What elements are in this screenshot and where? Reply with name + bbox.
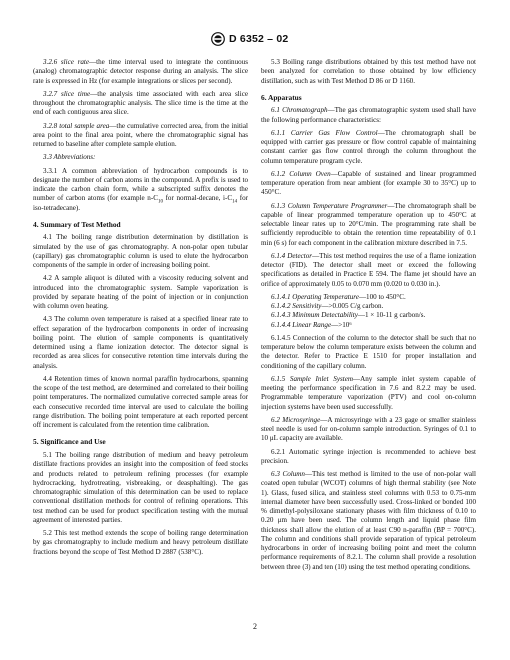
standard-designation: D 6352 – 02 — [229, 33, 289, 45]
left-column — [33, 58, 248, 561]
paragraph-3-3-1: 3.3.1 A common abbreviation of hydrocarbon compounds is to designate the number of carbon atoms in the compound. A prefix is used to indicate the carbon chain form, while a subscripted suffix denotes the number of carbon atoms (for example $n-C_{10}$ for normal-decane, $i-C_{14}$ for iso-tetradecane). — [33, 166, 248, 212]
paragraph-4-3: 4.3 The column oven temperature is raised at a specified linear rate to effect separation of the hydrocarbon components in order of increasing boiling point. The elution of sample components is quantitatively determined using a flame ionization detector. The detector signal is recorded as area slices for consecutive retention time intervals during the analysis. — [33, 315, 248, 370]
paragraph-6-2-1: 6.2.1 Automatic syringe injection is recommended to achieve best precision. — [261, 447, 476, 465]
paragraph-6-2: 6.2 Microsyringe—A microsyringe with a 23 gage or smaller stainless steel needle is used for on-column sample introduction. Syringes of 0.1 to 10 μL capacity are available. — [261, 415, 476, 443]
paragraph-5-2: 5.2 This test method extends the scope of boiling range determination by gas chromatography to include medium and heavy petroleum distillate fractions beyond the scope of Test Method D 2887 (538°C). — [33, 529, 248, 556]
section-heading-6: 6. Apparatus — [261, 92, 302, 102]
paragraph-6-1-4-1: 6.1.4.1 Operating Temperature—100 to 450°C. — [271, 292, 406, 301]
paragraph-4-2: 4.2 A sample aliquot is diluted with a viscosity reducing solvent and introduced into the chromatographic system. Sample vaporization is provided by separate heating of the point of injection or in conjunction with column oven heating. — [33, 274, 248, 311]
paragraph-6-1-4-5: 6.1.4.5 Connection of the column to the detector shall be such that no temperature below the column temperature exists between the column and the detector. Refer to Practice E 1510 for proper installation and conditioning of the capillary column. — [261, 333, 476, 370]
page-number: 2 — [253, 622, 257, 631]
paragraph-6-1-4-3: 6.1.4.3 Minimum Detectability—1 × 10-11 g carbon/s. — [271, 311, 426, 320]
astm-logo-icon — [211, 32, 225, 46]
paragraph-5-3: 5.3 Boiling range distributions obtained by this test method have not been analyzed for correlation to those obtained by low efficiency distillation, such as with Test Method D 86 or D 1160. — [261, 58, 476, 85]
right-column — [261, 58, 476, 576]
paragraph-6-3: 6.3 Column—This test method is limited to the use of non-polar wall coated open tubular (WCOT) columns of high thermal stability (see Note 1). Glass, fused silica, and stainless steel columns with 0.53 to 0.75-mm internal diameter have been successfully used. Cross-linked or bonded 100 % dimethyl-polysiloxane stationary phases with film thickness of 0.10 to 0.20 μm have been used. The column length and liquid phase film thickness shall allow the elution of at least C90 n-paraffin (BP = 700°C). The column and conditions shall provide separation of typical petroleum hydrocarbons in order of increasing boiling point and meet the column performance requirements of 8.2.1. The column shall provide a resolution between three (3) and ten (10) using the test method operating conditions. — [261, 470, 476, 571]
paragraph-6-1-2: 6.1.2 Column Oven—Capable of sustained and linear programmed temperature operation from near ambient (for example 30 to 35°C) up to 450°C. — [261, 169, 476, 197]
paragraph-4-4: 4.4 Retention times of known normal paraffin hydrocarbons, spanning the scope of the test method, are determined and correlated to their boiling point temperatures. The normalized cumulative corrected sample areas for each consecutive recorded time interval are used to calculate the boiling range distribution. The boiling point temperature at each reported percent off increment is calculated from the retention time calibration. — [33, 374, 248, 430]
paragraph-3-2-7: 3.2.7 slice time—the analysis time associated with each area slice throughout the chromatographic analysis. The slice time is the time at the end of each contiguous area slice. — [33, 89, 248, 117]
paragraph-6-1-1: 6.1.1 Carrier Gas Flow Control—The chromatograph shall be equipped with carrier gas pressure or flow control capable of maintaining constant carrier gas flow control through the column throughout the column temperature program cycle. — [261, 128, 476, 165]
section-heading-5: 5. Significance and Use — [33, 437, 106, 447]
paragraph-6-1-4: 6.1.4 Detector—This test method requires the use of a flame ionization detector (FID). The detector shall meet or exceed the following specifications as detailed in Practice E 594. The flame jet should have an orifice of approximately 0.05 to 0.070 mm (0.020 to 0.030 in.). — [261, 251, 477, 288]
paragraph-5-1: 5.1 The boiling range distribution of medium and heavy petroleum distillate fractions provides an insight into the composition of feed stocks and products related to petroleum refining processes (for example hydrocracking, hydrotreating, visbreaking, or deasphalting). The gas chromatographic simulation of this determination can be used to replace conventional distillation methods for control of refining operations. This test method can be used for product specification testing with the mutual agreement of interested parties. — [33, 451, 248, 524]
paragraph-3-2-6: 3.2.6 slice rate—the time interval used to integrate the continuous (analog) chromatographic detector response during an analysis. The slice rate is expressed in Hz (for example integrations or slices per second). — [33, 58, 248, 85]
paragraph-6-1: 6.1 Chromatograph—The gas chromatographic system used shall have the following performance characteristics: — [261, 106, 476, 124]
paragraph-6-1-3: 6.1.3 Column Temperature Programmer—The chromatograph shall be capable of linear programmed temperature operation up to 450°C at selectable linear rates up to 20°C/min. The programming rate shall be sufficiently reproducible to obtain the retention time repeatability of 0.1 min (6 s) for each component in the calibration mixture described in 7.5. — [261, 201, 476, 247]
paragraph-6-1-4-2: 6.1.4.2 Sensitivity—>0.005 C/g carbon. — [271, 302, 384, 311]
paragraph-3-2-8: 3.2.8 total sample area—the cumulative corrected area, from the initial area point to the final area point, where the chromatographic signal has returned to baseline after complete sample elution. — [33, 121, 249, 148]
paragraph-6-1-5: 6.1.5 Sample Inlet System—Any sample inlet system capable of meeting the performance specification in 7.6 and 8.2.2 may be used. Programmable temperature vaporization (PTV) and cool on-column injection systems have been used successfully. — [261, 374, 476, 411]
section-heading-4: 4. Summary of Test Method — [33, 219, 121, 229]
paragraph-3-3: 3.3 Abbreviations: — [43, 153, 96, 162]
paragraph-4-1: 4.1 The boiling range distribution determination by distillation is simulated by the use of gas chromatography. A non-polar open tubular (capillary) gas chromatographic column is used to elute the hydrocarbon components of the sample in order of increasing boiling point. — [33, 233, 248, 270]
paragraph-6-1-4-4: 6.1.4.4 Linear Range—>10⁶ — [271, 320, 352, 329]
page-header — [0, 30, 510, 50]
